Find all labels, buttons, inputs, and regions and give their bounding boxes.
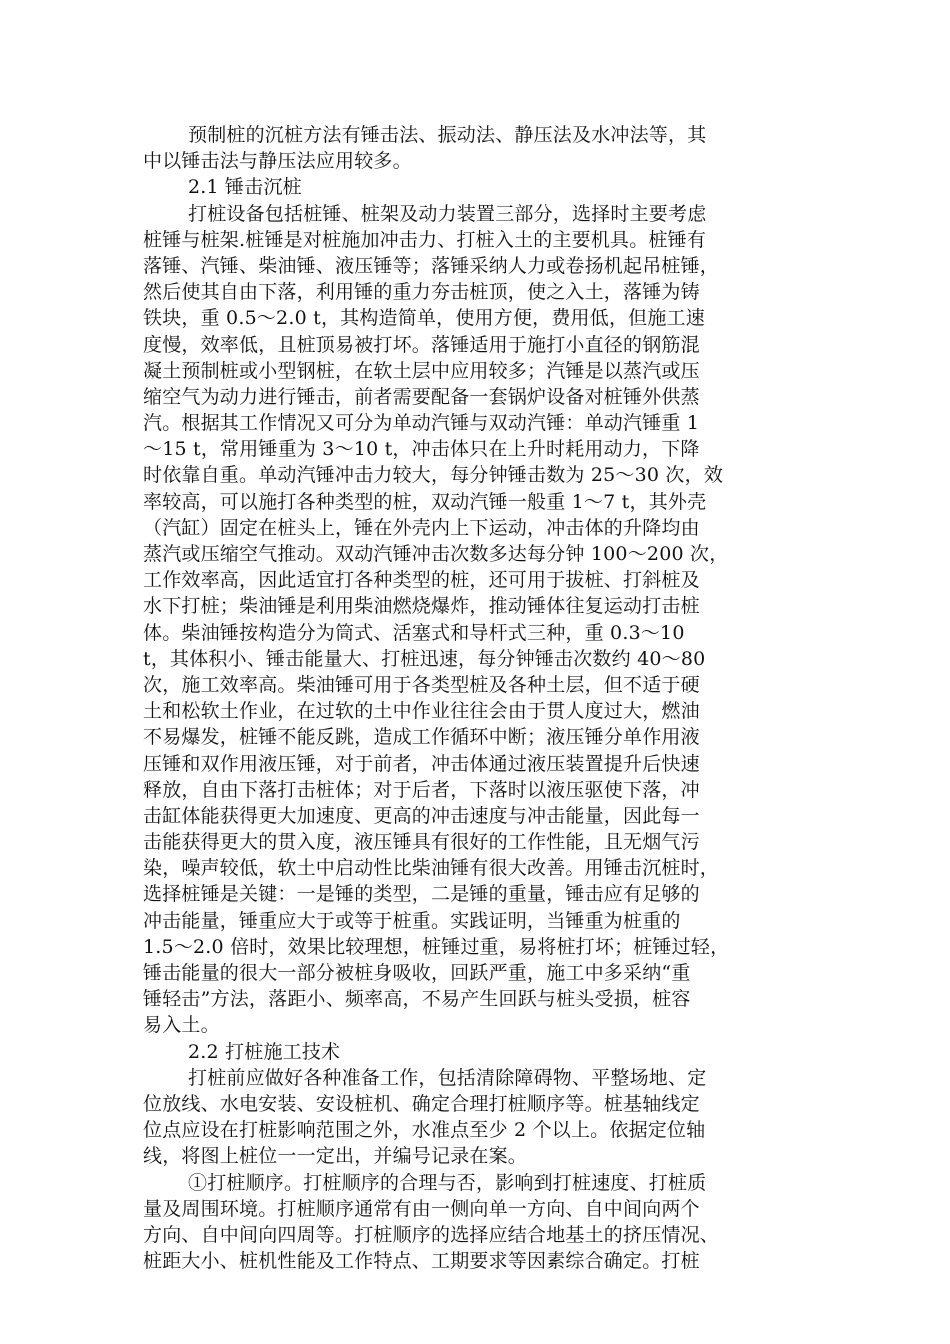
text-line: 桩距大小、桩机性能及工作特点、工期要求等因素综合确定。打桩 xyxy=(143,1250,700,1273)
text-line: 打桩设备包括桩锤、桩架及动力装置三部分，选择时主要考虑 xyxy=(188,202,707,225)
text-line: （汽缸）固定在桩头上，锤在外壳内上下运动，冲击体的升降均由 xyxy=(143,516,700,539)
paragraph xyxy=(143,1065,811,1170)
paragraph xyxy=(143,122,811,174)
text-line: 时依靠自重。单动汽锤冲击力较大，每分钟锤击数为 25～30 次，效 xyxy=(143,464,724,487)
text-line: 释放，自由下落打击桩体；对于后者，下落时以液压驱使下落，冲 xyxy=(143,778,700,801)
text-line: 染，噪声较低，软土中启动性比柴油锤有很大改善。用锤击沉桩时， xyxy=(143,857,720,880)
text-line: 量及周围环境。打桩顺序通常有由一侧向单一方向、自中间向两个 xyxy=(143,1197,700,1220)
text-line: 铁块，重 0.5～2.0 t，其构造简单，使用方便，费用低，但施工速 xyxy=(143,307,705,330)
text-line: 然后使其自由下落，利用锤的重力夯击桩顶，使之入土，落锤为铸 xyxy=(143,281,700,304)
text-line: 2.1 锤击沉桩 xyxy=(188,176,302,199)
text-line: 压锤和双作用液压锤，对于前者，冲击体通过液压装置提升后快速 xyxy=(143,752,700,775)
text-line: 2.2 打桩施工技术 xyxy=(188,1040,341,1063)
text-line: 汽。根据其工作情况又可分为单动汽锤与双动汽锤：单动汽锤重 1 xyxy=(143,412,700,435)
text-line: 线，将图上桩位一一定出，并编号记录在案。 xyxy=(143,1145,528,1168)
text-line: 易入土。 xyxy=(143,1014,220,1037)
text-line: 击能获得更大的贯入度，液压锤具有很好的工作性能，且无烟气污 xyxy=(143,831,700,854)
text-line: 率较高，可以施打各种类型的桩，双动汽锤一般重 1～7 t，其外壳 xyxy=(143,490,707,513)
paragraph xyxy=(143,201,811,1039)
text-line: 位放线、水电安装、安设桩机、确定合理打桩顺序等。桩基轴线定 xyxy=(143,1092,700,1115)
text-line: 桩锤与桩架.桩锤是对桩施加冲击力、打桩入土的主要机具。桩锤有 xyxy=(143,228,707,251)
text-line: 不易爆发，桩锤不能反跳，造成工作循环中断；液压锤分单作用液 xyxy=(143,726,700,749)
section-heading xyxy=(143,1039,811,1065)
text-line: ～15 t，常用锤重为 3～10 t，冲击体只在上升时耗用动力，下降 xyxy=(143,438,700,461)
text-line: 击缸体能获得更大加速度、更高的冲击速度与冲击能量，因此每一 xyxy=(143,804,700,827)
text-line: 缩空气为动力进行锤击，前者需要配备一套锅炉设备对桩锤外供蒸 xyxy=(143,385,700,408)
text-line: 锤击能量的很大一部分被桩身吸收，回跃严重，施工中多采纳“重 xyxy=(143,962,691,984)
text-line: 中以锤击法与静压法应用较多。 xyxy=(143,150,412,173)
text-line: 落锤、汽锤、柴油锤、液压锤等；落锤采纳人力或卷扬机起吊桩锤， xyxy=(143,254,720,277)
text-line: 1.5～2.0 倍时，效果比较理想，桩锤过重，易将桩打坏；桩锤过轻， xyxy=(143,935,730,958)
text-line: ①打桩顺序。打桩顺序的合理与否，影响到打桩速度、打桩质 xyxy=(188,1171,707,1194)
text-line: 土和松软土作业，在过软的土中作业往往会由于贯人度过大，燃油 xyxy=(143,700,700,723)
paragraph xyxy=(143,1170,811,1275)
section-heading xyxy=(143,174,811,200)
text-line: 冲击能量，锤重应大于或等于桩重。实践证明，当锤重为桩重的 xyxy=(143,909,681,932)
text-line: 体。柴油锤按构造分为筒式、活塞式和导杆式三种，重 0.3～10 xyxy=(143,621,685,644)
text-line: 打桩前应做好各种准备工作，包括清除障碍物、平整场地、定 xyxy=(188,1066,707,1089)
text-line: 预制桩的沉桩方法有锤击法、振动法、静压法及水冲法等，其 xyxy=(188,124,707,146)
text-line: 水下打桩；柴油锤是利用柴油燃烧爆炸，推动锤体往复运动打击桩 xyxy=(143,595,700,618)
text-line: 方向、自中间向四周等。打桩顺序的选择应结合地基土的挤压情况、 xyxy=(143,1223,720,1246)
text-line: 锤轻击”方法，落距小、频率高，不易产生回跃与桩头受损，桩容 xyxy=(143,988,691,1011)
text-line: 凝土预制桩或小型钢桩，在软土层中应用较多；汽锤是以蒸汽或压 xyxy=(143,359,700,382)
text-line: 工作效率高，因此适宜打各种类型的桩，还可用于拔桩、打斜桩及 xyxy=(143,569,700,592)
text-line: 度慢，效率低，且桩顶易被打坏。落锤适用于施打小直径的钢筋混 xyxy=(143,333,700,356)
text-line: t，其体积小、锤击能量大、打桩迅速，每分钟锤击次数约 40～80 xyxy=(143,647,706,670)
text-line: 位点应设在打桩影响范围之外，水准点至少 2 个以上。依据定位轴 xyxy=(143,1119,706,1142)
document-page xyxy=(143,122,811,1274)
text-line: 选择桩锤是关键：一是锤的类型，二是锤的重量，锤击应有足够的 xyxy=(143,883,700,906)
text-line: 次，施工效率高。柴油锤可用于各类型桩及各种土层，但不适于硬 xyxy=(143,673,700,696)
text-line: 蒸汽或压缩空气推动。双动汽锤冲击次数多达每分钟 100～200 次， xyxy=(143,543,729,565)
